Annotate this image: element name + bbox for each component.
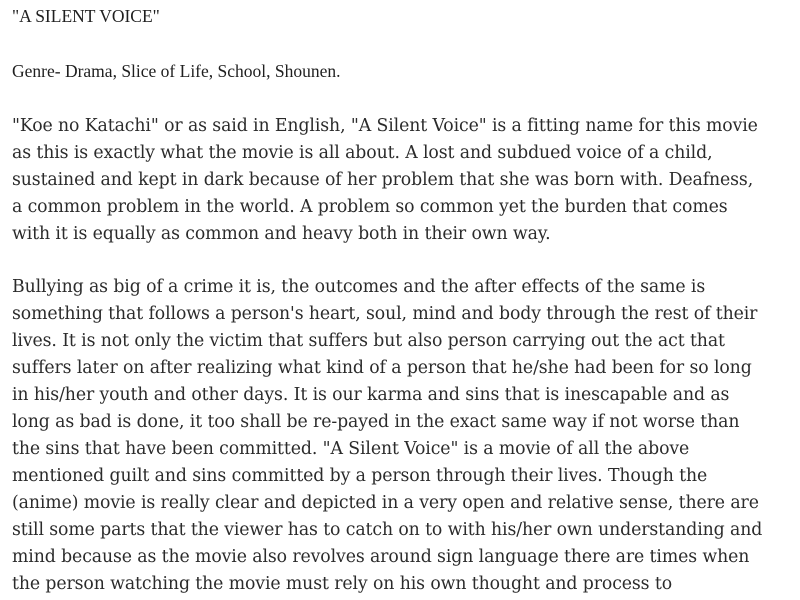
text-line: the sins that have been committed. "A Silent Voice" is a movie of all the above [12,439,690,459]
text-line: suffers later on after realizing what kind of a person that he/she had been for so long [12,358,752,378]
text-line: something that follows a person's heart, soul, mind and body through the rest of their [12,304,758,324]
text-line: the person watching the movie must rely on his own thought and process to [12,574,672,594]
text-line: (anime) movie is really clear and depicted in a very open and relative sense, there are [12,493,759,513]
text-line: mentioned guilt and sins committed by a person through their lives. Though the [12,466,708,486]
text-line: in his/her youth and other days. It is our karma and sins that is inescapable and as [12,385,730,405]
text-line: lives. It is not only the victim that suffers but also person carrying out the act that [12,331,725,351]
text-line: a common problem in the world. A problem so common yet the burden that comes [12,197,728,217]
document-title: "A SILENT VOICE" [12,6,160,26]
text-line: long as bad is done, it too shall be re-payed in the exact same way if not worse than [12,412,740,432]
text-line: with it is equally as common and heavy both in their own way. [12,224,551,244]
text-line: still some parts that the viewer has to catch on to with his/her own understanding and [12,520,763,540]
document-page [12,0,792,600]
text-line: mind because as the movie also revolves around sign language there are times when [12,547,750,567]
genre-line: Genre- Drama, Slice of Life, School, Shounen. [12,61,341,81]
text-line: Bullying as big of a crime it is, the outcomes and the after effects of the same is [12,277,706,297]
paragraph-intro [12,113,758,248]
text-line: as this is exactly what the movie is all about. A lost and subdued voice of a child, [12,143,713,163]
paragraph-bullying [12,274,762,598]
text-line: sustained and kept in dark because of her problem that she was born with. Deafness, [12,170,754,190]
text-line: "Koe no Katachi" or as said in English, "A Silent Voice" is a fitting name for this movie [12,116,758,136]
